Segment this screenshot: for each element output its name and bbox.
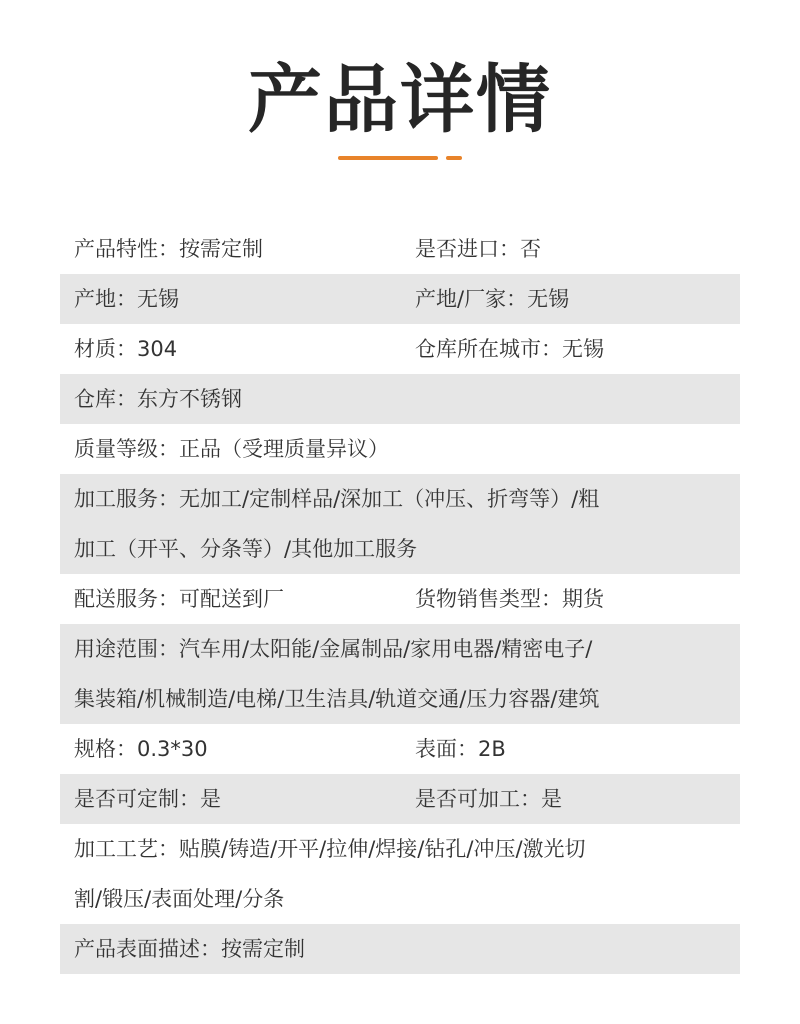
detail-cell-product-feature: 产品特性：按需定制 [74,237,263,261]
detail-cell-surface-description: 产品表面描述：按需定制 [74,937,305,961]
detail-cell-surface: 表面：2B [415,737,506,761]
title-underline-dot [446,156,462,160]
detail-cell-customizable: 是否可定制：是 [74,787,221,811]
detail-cell-quality-grade: 质量等级：正品（受理质量异议） [74,437,389,461]
detail-row [60,424,740,474]
detail-text-line: 加工（开平、分条等）/其他加工服务 [74,537,418,561]
title-underline-accent [338,156,438,160]
detail-text-line: 割/锻压/表面处理/分条 [74,887,285,911]
detail-row [60,474,740,574]
detail-cell-warehouse-city: 仓库所在城市：无锡 [415,337,604,361]
detail-row [60,924,740,974]
detail-row [60,574,740,624]
detail-cell-processable: 是否可加工：是 [415,787,562,811]
detail-text-line: 用途范围：汽车用/太阳能/金属制品/家用电器/精密电子/ [74,637,593,661]
detail-row [60,324,740,374]
detail-cell-delivery: 配送服务：可配送到厂 [74,587,284,611]
detail-cell-origin: 产地：无锡 [74,287,179,311]
detail-text-line: 加工工艺：贴膜/铸造/开平/拉伸/焊接/钻孔/冲压/激光切 [74,837,586,861]
detail-cell-processing-craft [74,824,689,924]
detail-cell-processing-services [74,474,689,574]
detail-cell-material: 材质：304 [74,337,178,361]
detail-row [60,224,740,274]
page-title: 产品详情 [248,57,552,143]
detail-row [60,724,740,774]
detail-row [60,374,740,424]
detail-row [60,824,740,924]
detail-cell-imported: 是否进口：否 [415,237,541,261]
detail-cell-sales-type: 货物销售类型：期货 [415,587,604,611]
detail-text-line: 集装箱/机械制造/电梯/卫生洁具/轨道交通/压力容器/建筑 [74,687,600,711]
detail-row [60,774,740,824]
detail-cell-applications [74,624,689,724]
detail-cell-manufacturer: 产地/厂家：无锡 [415,287,570,311]
detail-text-line: 加工服务：无加工/定制样品/深加工（冲压、折弯等）/粗 [74,487,600,511]
detail-cell-specification: 规格：0.3*30 [74,737,208,761]
product-details-table [60,224,740,974]
detail-row [60,624,740,724]
detail-row [60,274,740,324]
detail-cell-warehouse: 仓库：东方不锈钢 [74,387,242,411]
